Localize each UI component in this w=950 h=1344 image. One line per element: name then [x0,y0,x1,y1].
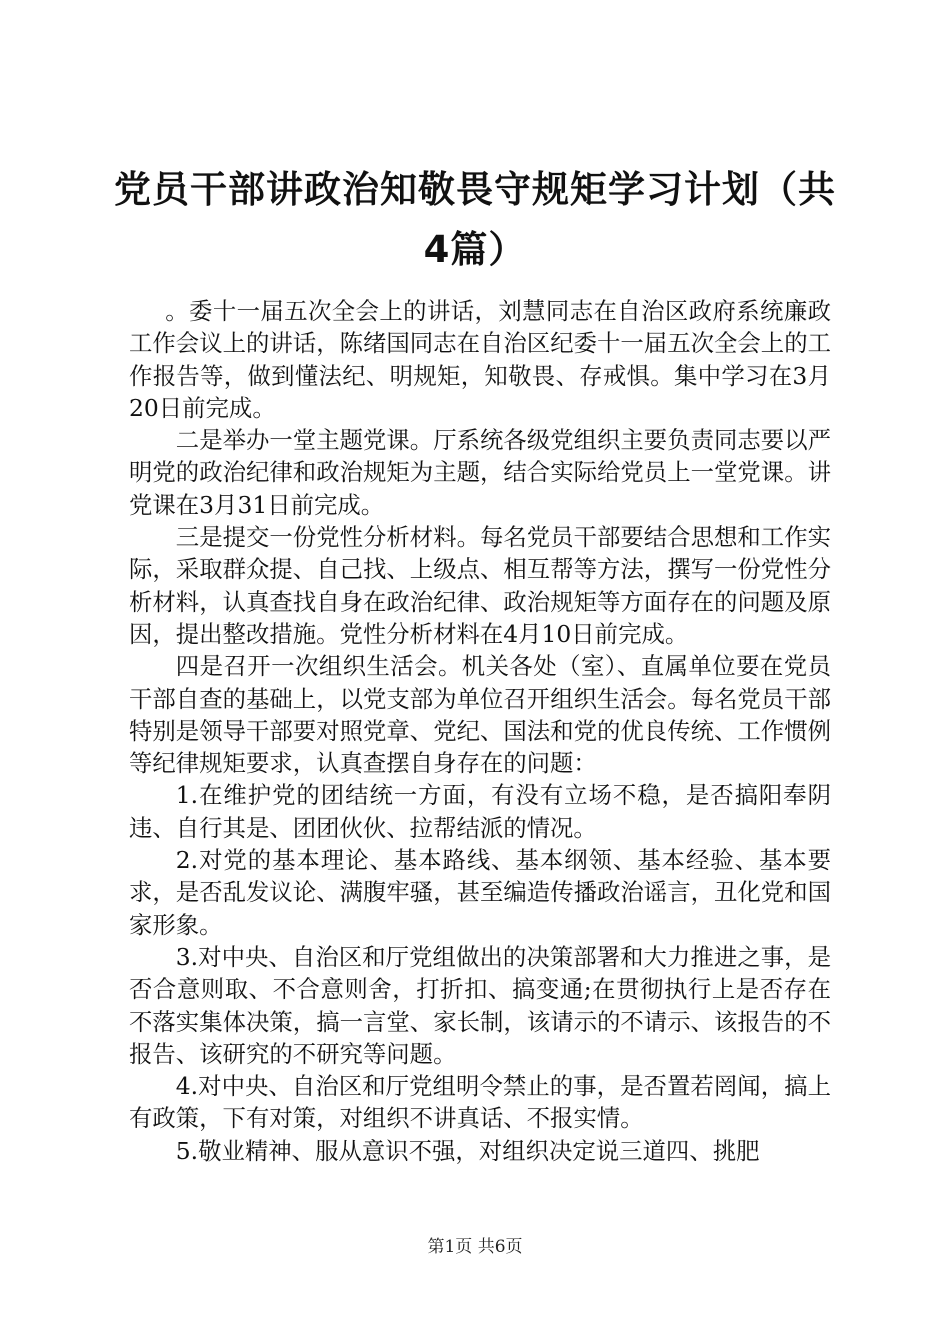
paragraph-intro-continuation: 。委十一届五次全会上的讲话，刘慧同志在自治区政府系统廉政工作会议上的讲话，陈绪国同志在自治区纪委十一届五次全会上的工作报告等，做到懂法纪、明规矩，知敬畏、存戒惧。集中学习在3月20日前完成。 [129,297,831,422]
paragraph-organization-meeting: 四是召开一次组织生活会。机关各处（室）、直属单位要在党员干部自查的基础上，以党支部为单位召开组织生活会。每名党员干部特别是领导干部要对照党章、党纪、国法和党的优良传统、工作惯例等纪律规矩要求，认真查摆自身存在的问题： [129,652,831,778]
list-item-2: 2.对党的基本理论、基本路线、基本纲领、基本经验、基本要求，是否乱发议论、满腹牢骚，甚至编造传播政治谣言，丑化党和国家形象。 [129,846,831,939]
page-indicator: 第1页 共6页 [427,1237,523,1257]
document-title: 党员干部讲政治知敬畏守规矩学习计划（共4篇） [114,168,836,271]
paragraph-party-lecture: 二是举办一堂主题党课。厅系统各级党组织主要负责同志要以严明党的政治纪律和政治规矩为主题，结合实际给党员上一堂党课。讲党课在3月31日前完成。 [129,426,831,519]
list-item-5: 5.敬业精神、服从意识不强，对组织决定说三道四、挑肥 [175,1136,760,1165]
document-body [129,295,831,1167]
list-item-3: 3.对中央、自治区和厅党组做出的决策部署和大力推进之事，是否合意则取、不合意则舍，打折扣、搞变通;在贯彻执行上是否存在不落实集体决策，搞一言堂、家长制，该请示的不请示、该报告的不报告、该研究的不研究等问题。 [129,942,831,1068]
paragraph-party-analysis: 三是提交一份党性分析材料。每名党员干部要结合思想和工作实际，采取群众提、自己找、上级点、相互帮等方法，撰写一份党性分析材料，认真查找自身在政治纪律、政治规矩等方面存在的问题及原因，提出整改措施。党性分析材料在4月10日前完成。 [129,523,831,648]
list-item-1: 1.在维护党的团结统一方面，有没有立场不稳，是否搞阳奉阴违、自行其是、团团伙伙、拉帮结派的情况。 [129,781,831,842]
list-item-4: 4.对中央、自治区和厅党组明令禁止的事，是否置若罔闻，搞上有政策，下有对策，对组织不讲真话、不报实情。 [129,1072,831,1133]
